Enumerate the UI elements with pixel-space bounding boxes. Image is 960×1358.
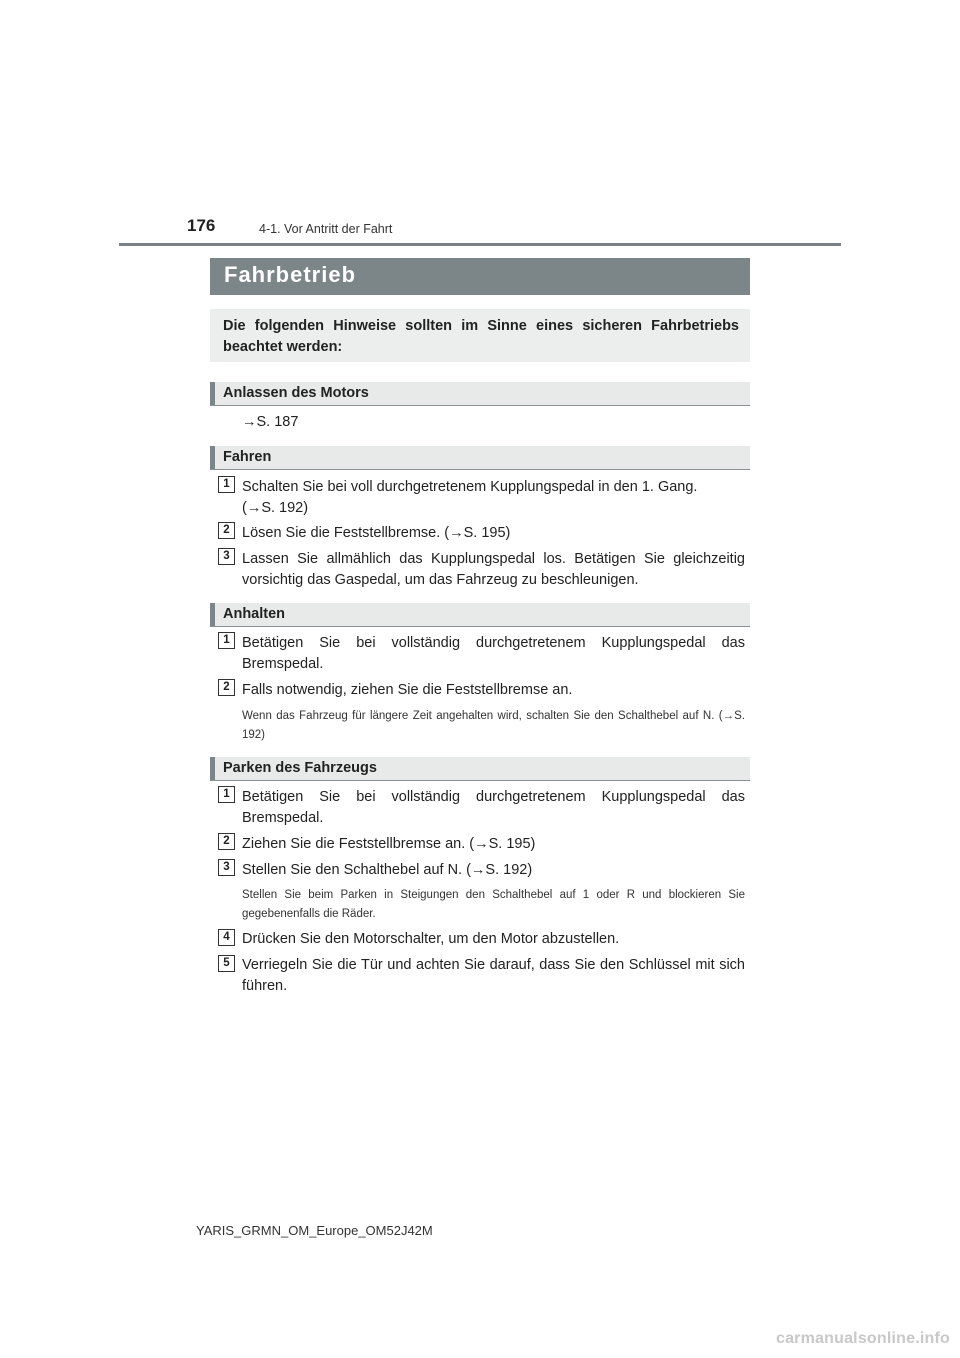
step-number-badge: 2 xyxy=(218,522,235,539)
subheading-accent xyxy=(210,603,215,626)
reference-link-anlassen[interactable]: →S. 187 xyxy=(242,414,299,430)
step-number-badge: 3 xyxy=(218,859,235,876)
watermark: carmanualsonline.info xyxy=(775,1330,950,1347)
step-text: Lassen Sie allmählich das Kupplungspedal los. Betätigen Sie gleichzeitig vorsichtig das Gaspedal, um das Fahrzeug zu beschleunigen. xyxy=(242,551,745,588)
step-text: Drücken Sie den Motorschalter, um den Motor abzustellen. xyxy=(242,931,620,947)
section-title: Fahrbetrieb xyxy=(224,262,357,287)
note-text: Stellen Sie beim Parken in Steigungen den Schalthebel auf 1 oder R und blockieren Sie gegebenenfalls die Räder. xyxy=(242,889,745,920)
step-text: Stellen Sie den Schalthebel auf N. (→S. 192) xyxy=(242,862,533,878)
step-text: Verriegeln Sie die Tür und achten Sie darauf, dass Sie den Schlüssel mit sich führen. xyxy=(242,957,745,994)
note-text: Wenn das Fahrzeug für längere Zeit angehalten wird, schalten Sie den Schalthebel auf N. (→S. 192) xyxy=(242,710,745,741)
step-number-badge: 1 xyxy=(218,632,235,649)
step-number-badge: 5 xyxy=(218,955,235,972)
subheading-fahren xyxy=(210,446,750,470)
intro-box xyxy=(210,309,750,362)
subheading-parken xyxy=(210,757,750,781)
step-text: Lösen Sie die Feststellbremse. (→S. 195) xyxy=(242,525,511,541)
step-number-badge: 2 xyxy=(218,679,235,696)
intro-text: Die folgenden Hinweise sollten im Sinne eines sicheren Fahrbetriebs beachtet werden: xyxy=(223,318,739,355)
subheading-accent xyxy=(210,757,215,780)
step-number-badge: 4 xyxy=(218,929,235,946)
subheading-anhalten xyxy=(210,603,750,627)
step-number-badge: 2 xyxy=(218,833,235,850)
subheading-label: Anhalten xyxy=(223,606,286,622)
step-number-badge: 1 xyxy=(218,476,235,493)
subheading-label: Fahren xyxy=(223,449,272,465)
step-text xyxy=(242,477,745,519)
step-text: Betätigen Sie bei vollständig durchgetretenem Kupplungspedal das Bremspedal. xyxy=(242,789,745,826)
section-title-bar xyxy=(210,258,750,295)
subheading-label: Anlassen des Motors xyxy=(223,385,369,401)
running-head: 4-1. Vor Antritt der Fahrt xyxy=(259,222,393,236)
step-text: Betätigen Sie bei vollständig durchgetretenem Kupplungspedal das Bremspedal. xyxy=(242,635,745,672)
step-number-badge: 3 xyxy=(218,548,235,565)
step-text: Ziehen Sie die Feststellbremse an. (→S. 195) xyxy=(242,836,536,852)
header-rule xyxy=(119,243,841,246)
step-text: Falls notwendig, ziehen Sie die Feststellbremse an. xyxy=(242,682,573,698)
step-number-badge: 1 xyxy=(218,786,235,803)
step-text-line: (→S. 192) xyxy=(242,500,309,516)
footer-doc-id: YARIS_GRMN_OM_Europe_OM52J42M xyxy=(196,1223,433,1238)
subheading-anlassen xyxy=(210,382,750,406)
subheading-accent xyxy=(210,446,215,469)
page-number: 176 xyxy=(187,216,216,235)
subheading-accent xyxy=(210,382,215,405)
subheading-label: Parken des Fahrzeugs xyxy=(223,760,377,776)
step-text-line: Schalten Sie bei voll durchgetretenem Kupplungspedal in den 1. Gang. xyxy=(242,479,698,495)
